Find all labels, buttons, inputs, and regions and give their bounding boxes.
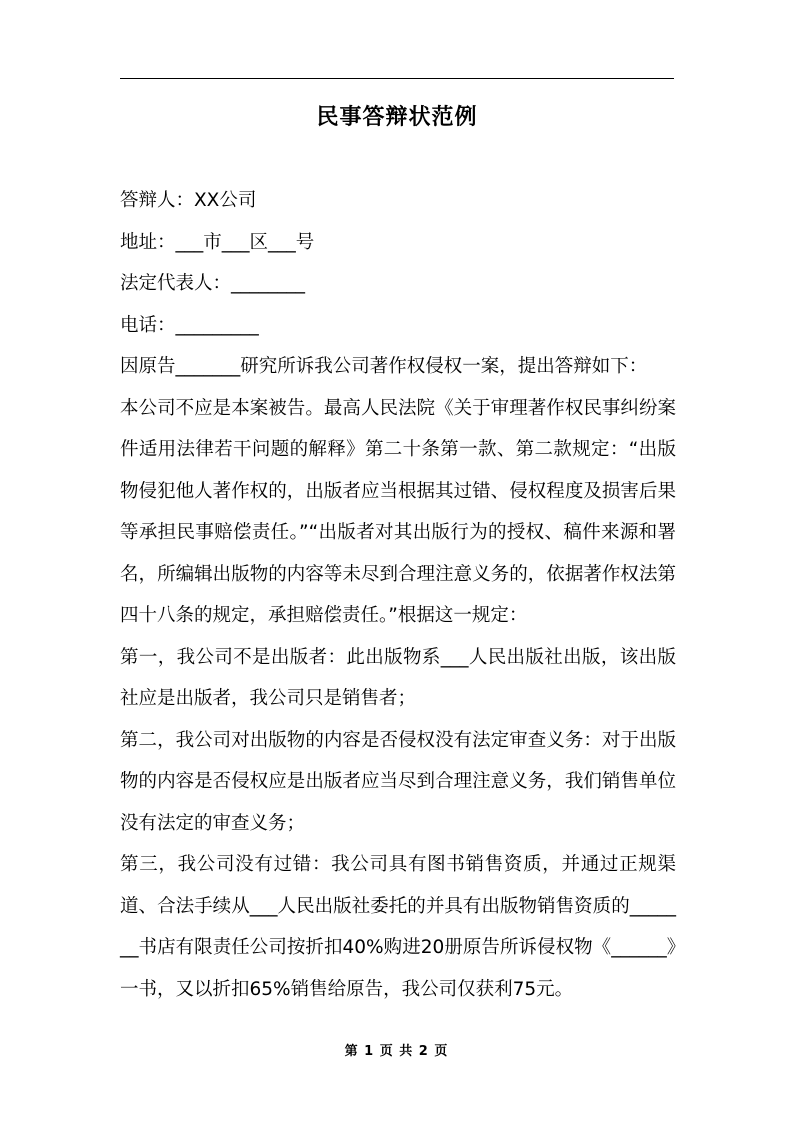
point-two-paragraph: 第二，我公司对出版物的内容是否侵权没有法定审查义务：对于出版物的内容是否侵权应是出版者应当尽到合理注意义务，我们销售单位没有法定的审查义务；: [120, 729, 676, 834]
respondent-line: 答辩人：XX公司: [120, 190, 257, 211]
document-title: 民事答辩状范例: [316, 105, 478, 130]
phone-line: 电话：_________: [120, 314, 259, 336]
legal-representative-line: 法定代表人：________: [120, 273, 306, 294]
address-line: 地址：___市___区___号: [120, 231, 315, 253]
page-number-footer: 第 1 页 共 2 页: [344, 1044, 449, 1059]
case-intro-paragraph: 因原告_______研究所诉我公司著作权侵权一案，提出答辩如下：: [120, 356, 648, 377]
defense-argument-paragraph: 本公司不应是本案被告。最高人民法院《关于审理著作权民事纠纷案件适用法律若干问题的解释》第二十条第一款、第二款规定：“出版物侵犯他人著作权的，出版者应当根据其过错、侵权程度及损害后果等承担民事赔偿责任。”“出版者对其出版行为的授权、稿件来源和署名，所编辑出版物的内容等未尽到合理注意义务的，依据著作权法第四十八条的规定，承担赔偿责任。”根据这一规定：: [120, 397, 676, 626]
header-rule: [120, 78, 674, 79]
document-body: [120, 180, 676, 1010]
point-one-paragraph: 第一，我公司不是出版者：此出版物系___人民出版社出版，该出版社应是出版者，我公司只是销售者；: [120, 646, 676, 709]
point-three-paragraph: 第三，我公司没有过错：我公司具有图书销售资质，并通过正规渠道、合法手续从___人民出版社委托的并具有出版物销售资质的_______书店有限责任公司按折扣40%购进20册原告所诉侵权物《______》一书，又以折扣65%销售给原告，我公司仅获利75元。: [120, 854, 676, 1000]
